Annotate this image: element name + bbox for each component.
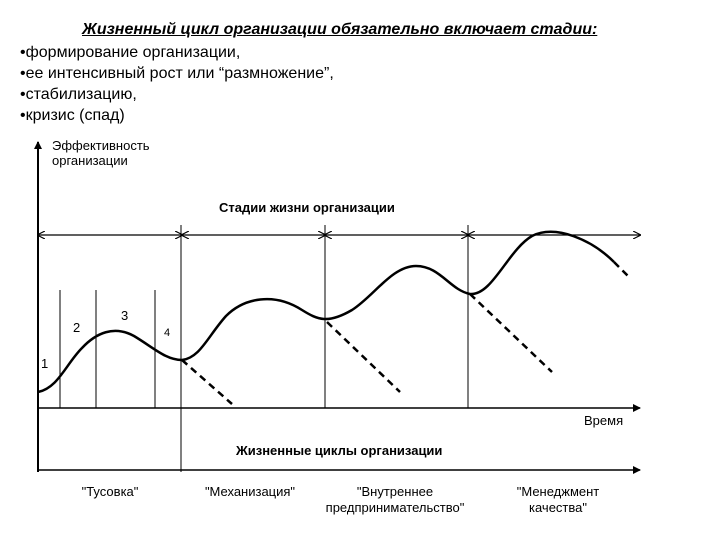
cycle-name-quality-line2: качества" xyxy=(529,500,587,515)
stage-item-crisis: • кризис (спад) xyxy=(20,105,700,126)
stages-title: Стадии жизни организации xyxy=(219,200,395,215)
decline-branch-2 xyxy=(327,322,400,392)
stage-item-stabilization: • стабилизацию, xyxy=(20,84,700,105)
curve-end-dash xyxy=(614,262,628,276)
cycle-name-party: "Тусовка" xyxy=(81,484,139,499)
cycle-name-entrepreneurship-line2: предпринимательство" xyxy=(325,500,465,515)
y-axis-label-line1: Эффективность xyxy=(52,138,150,153)
decline-branch-3 xyxy=(470,294,552,372)
phase-number-1: 1 xyxy=(41,356,49,371)
cycles-title: Жизненные циклы организации xyxy=(236,443,443,458)
x-axis-label: Время xyxy=(584,413,624,428)
phase-number-4: 4 xyxy=(164,327,171,339)
phase-number-2: 2 xyxy=(73,320,81,335)
cycle-name-mechanization: "Механизация" xyxy=(204,484,296,499)
phase-number-3: 3 xyxy=(121,308,129,323)
y-axis-label-line2: организации xyxy=(52,153,128,168)
decline-branch-1 xyxy=(182,360,232,404)
cycle-name-quality-line1: "Менеджмент xyxy=(516,484,600,499)
slide-title: Жизненный цикл организации обязательно включает стадии: xyxy=(82,21,598,38)
stage-item-growth: • ее интенсивный рост или “размножение”, xyxy=(20,63,700,84)
cycle-name-entrepreneurship-line1: "Внутреннее xyxy=(356,484,434,499)
stage-item-formation: • формирование организации, xyxy=(20,42,700,63)
